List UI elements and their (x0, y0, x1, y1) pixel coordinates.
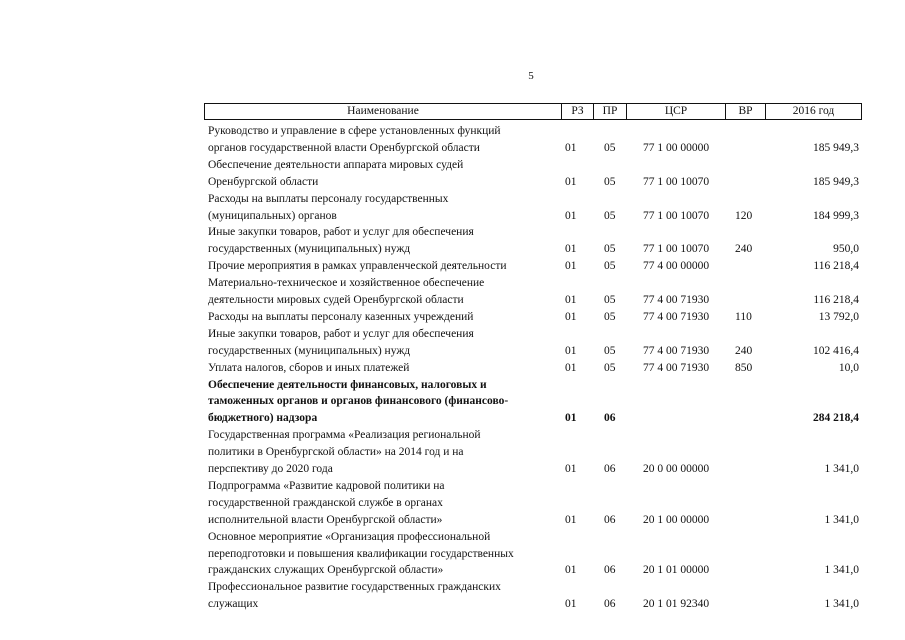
row-csr: 20 1 00 00000 (643, 514, 710, 526)
table-row (0, 461, 905, 477)
row-csr: 20 1 01 92340 (643, 598, 710, 610)
row-sum: 185 949,3 (813, 176, 859, 188)
row-sum: 950,0 (833, 243, 859, 255)
row-sum: 116 218,4 (813, 260, 859, 272)
row-name: государственных (муниципальных) нужд (208, 345, 411, 357)
row-sum: 1 341,0 (824, 514, 859, 526)
row-vr: 240 (735, 243, 753, 255)
row-name: государственной гражданской службе в органах (208, 497, 443, 509)
table-header (204, 103, 862, 120)
row-name: Обеспечение деятельности финансовых, налоговых и (208, 379, 487, 391)
row-rz: 01 (565, 598, 577, 610)
row-pr: 05 (604, 362, 616, 374)
row-sum: 284 218,4 (813, 412, 859, 424)
row-pr: 05 (604, 176, 616, 188)
row-name: Иные закупки товаров, работ и услуг для обеспечения (208, 328, 474, 340)
row-name: исполнительной власти Оренбургской области» (208, 514, 443, 526)
row-csr: 77 4 00 71930 (643, 294, 710, 306)
row-csr: 77 4 00 71930 (643, 362, 710, 374)
row-csr: 77 4 00 71930 (643, 345, 710, 357)
header-vr: ВР (725, 104, 765, 119)
table-row (0, 292, 905, 308)
row-name: (муниципальных) органов (208, 210, 337, 222)
row-sum: 10,0 (838, 362, 859, 374)
row-sum: 13 792,0 (818, 311, 859, 323)
table-row (0, 478, 905, 494)
row-rz: 01 (565, 345, 577, 357)
table-row (0, 579, 905, 595)
row-name: гражданских служащих Оренбургской области» (208, 564, 444, 576)
row-sum: 1 341,0 (824, 564, 859, 576)
table-row (0, 562, 905, 578)
row-pr: 05 (604, 294, 616, 306)
row-csr: 77 1 00 00000 (643, 142, 710, 154)
table-row (0, 157, 905, 173)
row-name: политики в Оренбургской области» на 2014 год и на (208, 446, 464, 458)
table-row (0, 309, 905, 325)
row-name: деятельности мировых судей Оренбургской области (208, 294, 464, 306)
table-row (0, 546, 905, 562)
row-csr: 77 1 00 10070 (643, 176, 710, 188)
row-rz: 01 (565, 176, 577, 188)
table-row (0, 123, 905, 139)
row-rz: 01 (565, 564, 577, 576)
row-rz: 01 (565, 210, 577, 222)
row-name: служащих (208, 598, 259, 610)
header-sum: 2016 год (765, 104, 861, 119)
table-row (0, 512, 905, 528)
row-rz: 01 (565, 142, 577, 154)
row-csr: 20 1 01 00000 (643, 564, 710, 576)
row-name: Материально-техническое и хозяйственное обеспечение (208, 277, 485, 289)
row-name: Прочие мероприятия в рамках управленческой деятельности (208, 260, 507, 272)
row-sum: 102 416,4 (813, 345, 859, 357)
row-csr: 77 4 00 71930 (643, 311, 710, 323)
row-name: бюджетного) надзора (208, 412, 318, 424)
row-name: государственных (муниципальных) нужд (208, 243, 411, 255)
table-row (0, 444, 905, 460)
row-name: Оренбургской области (208, 176, 319, 188)
row-pr: 06 (604, 514, 616, 526)
row-csr: 20 0 00 00000 (643, 463, 710, 475)
row-pr: 05 (604, 210, 616, 222)
table-row (0, 343, 905, 359)
table-row (0, 410, 905, 426)
row-sum: 185 949,3 (813, 142, 859, 154)
row-pr: 05 (604, 311, 616, 323)
row-sum: 1 341,0 (824, 598, 859, 610)
table-row (0, 140, 905, 156)
table-row (0, 596, 905, 612)
row-csr: 77 1 00 10070 (643, 243, 710, 255)
table-row (0, 191, 905, 207)
row-rz: 01 (565, 412, 577, 424)
table-row (0, 224, 905, 240)
row-name: Государственная программа «Реализация региональной (208, 429, 481, 441)
header-pr: ПР (593, 104, 626, 119)
row-pr: 06 (604, 598, 616, 610)
table-row (0, 529, 905, 545)
row-vr: 240 (735, 345, 753, 357)
table-row (0, 326, 905, 342)
row-sum: 184 999,3 (813, 210, 859, 222)
header-name: Наименование (347, 105, 419, 117)
row-pr: 05 (604, 243, 616, 255)
row-name: перспективу до 2020 года (208, 463, 333, 475)
table-row (0, 275, 905, 291)
row-pr: 06 (604, 412, 616, 424)
row-name: Расходы на выплаты персоналу казенных учреждений (208, 311, 474, 323)
row-csr: 77 1 00 10070 (643, 210, 710, 222)
row-name: переподготовки и повышения квалификации государственных (208, 548, 514, 560)
row-pr: 05 (604, 260, 616, 272)
table-row (0, 208, 905, 224)
row-sum: 116 218,4 (813, 294, 859, 306)
row-name: таможенных органов и органов финансового (финансово- (208, 395, 509, 407)
row-rz: 01 (565, 243, 577, 255)
row-name: Основное мероприятие «Организация профессиональной (208, 531, 491, 543)
row-name: Обеспечение деятельности аппарата мировых судей (208, 159, 464, 171)
header-rz: РЗ (561, 104, 593, 119)
row-rz: 01 (565, 514, 577, 526)
row-rz: 01 (565, 362, 577, 374)
row-name: Профессиональное развитие государственных гражданских (208, 581, 501, 593)
row-vr: 850 (735, 362, 753, 374)
row-rz: 01 (565, 294, 577, 306)
table-row (0, 241, 905, 257)
page-number: 5 (528, 70, 534, 82)
table-row (0, 174, 905, 190)
row-vr: 110 (735, 311, 752, 323)
table-row (0, 427, 905, 443)
row-name: Расходы на выплаты персоналу государственных (208, 193, 449, 205)
table-row (0, 393, 905, 409)
table-row (0, 377, 905, 393)
table-row (0, 360, 905, 376)
header-csr: ЦСР (626, 104, 725, 119)
row-name: Подпрограмма «Развитие кадровой политики на (208, 480, 445, 492)
row-pr: 06 (604, 463, 616, 475)
row-csr: 77 4 00 00000 (643, 260, 710, 272)
row-name: Руководство и управление в сфере установленных функций (208, 125, 501, 137)
row-name: органов государственной власти Оренбургской области (208, 142, 480, 154)
row-vr: 120 (735, 210, 753, 222)
table-row (0, 495, 905, 511)
row-name: Уплата налогов, сборов и иных платежей (208, 362, 410, 374)
table-row (0, 258, 905, 274)
row-pr: 05 (604, 142, 616, 154)
row-pr: 05 (604, 345, 616, 357)
row-rz: 01 (565, 260, 577, 272)
row-sum: 1 341,0 (824, 463, 859, 475)
row-name: Иные закупки товаров, работ и услуг для обеспечения (208, 226, 474, 238)
row-rz: 01 (565, 311, 577, 323)
row-pr: 06 (604, 564, 616, 576)
row-rz: 01 (565, 463, 577, 475)
